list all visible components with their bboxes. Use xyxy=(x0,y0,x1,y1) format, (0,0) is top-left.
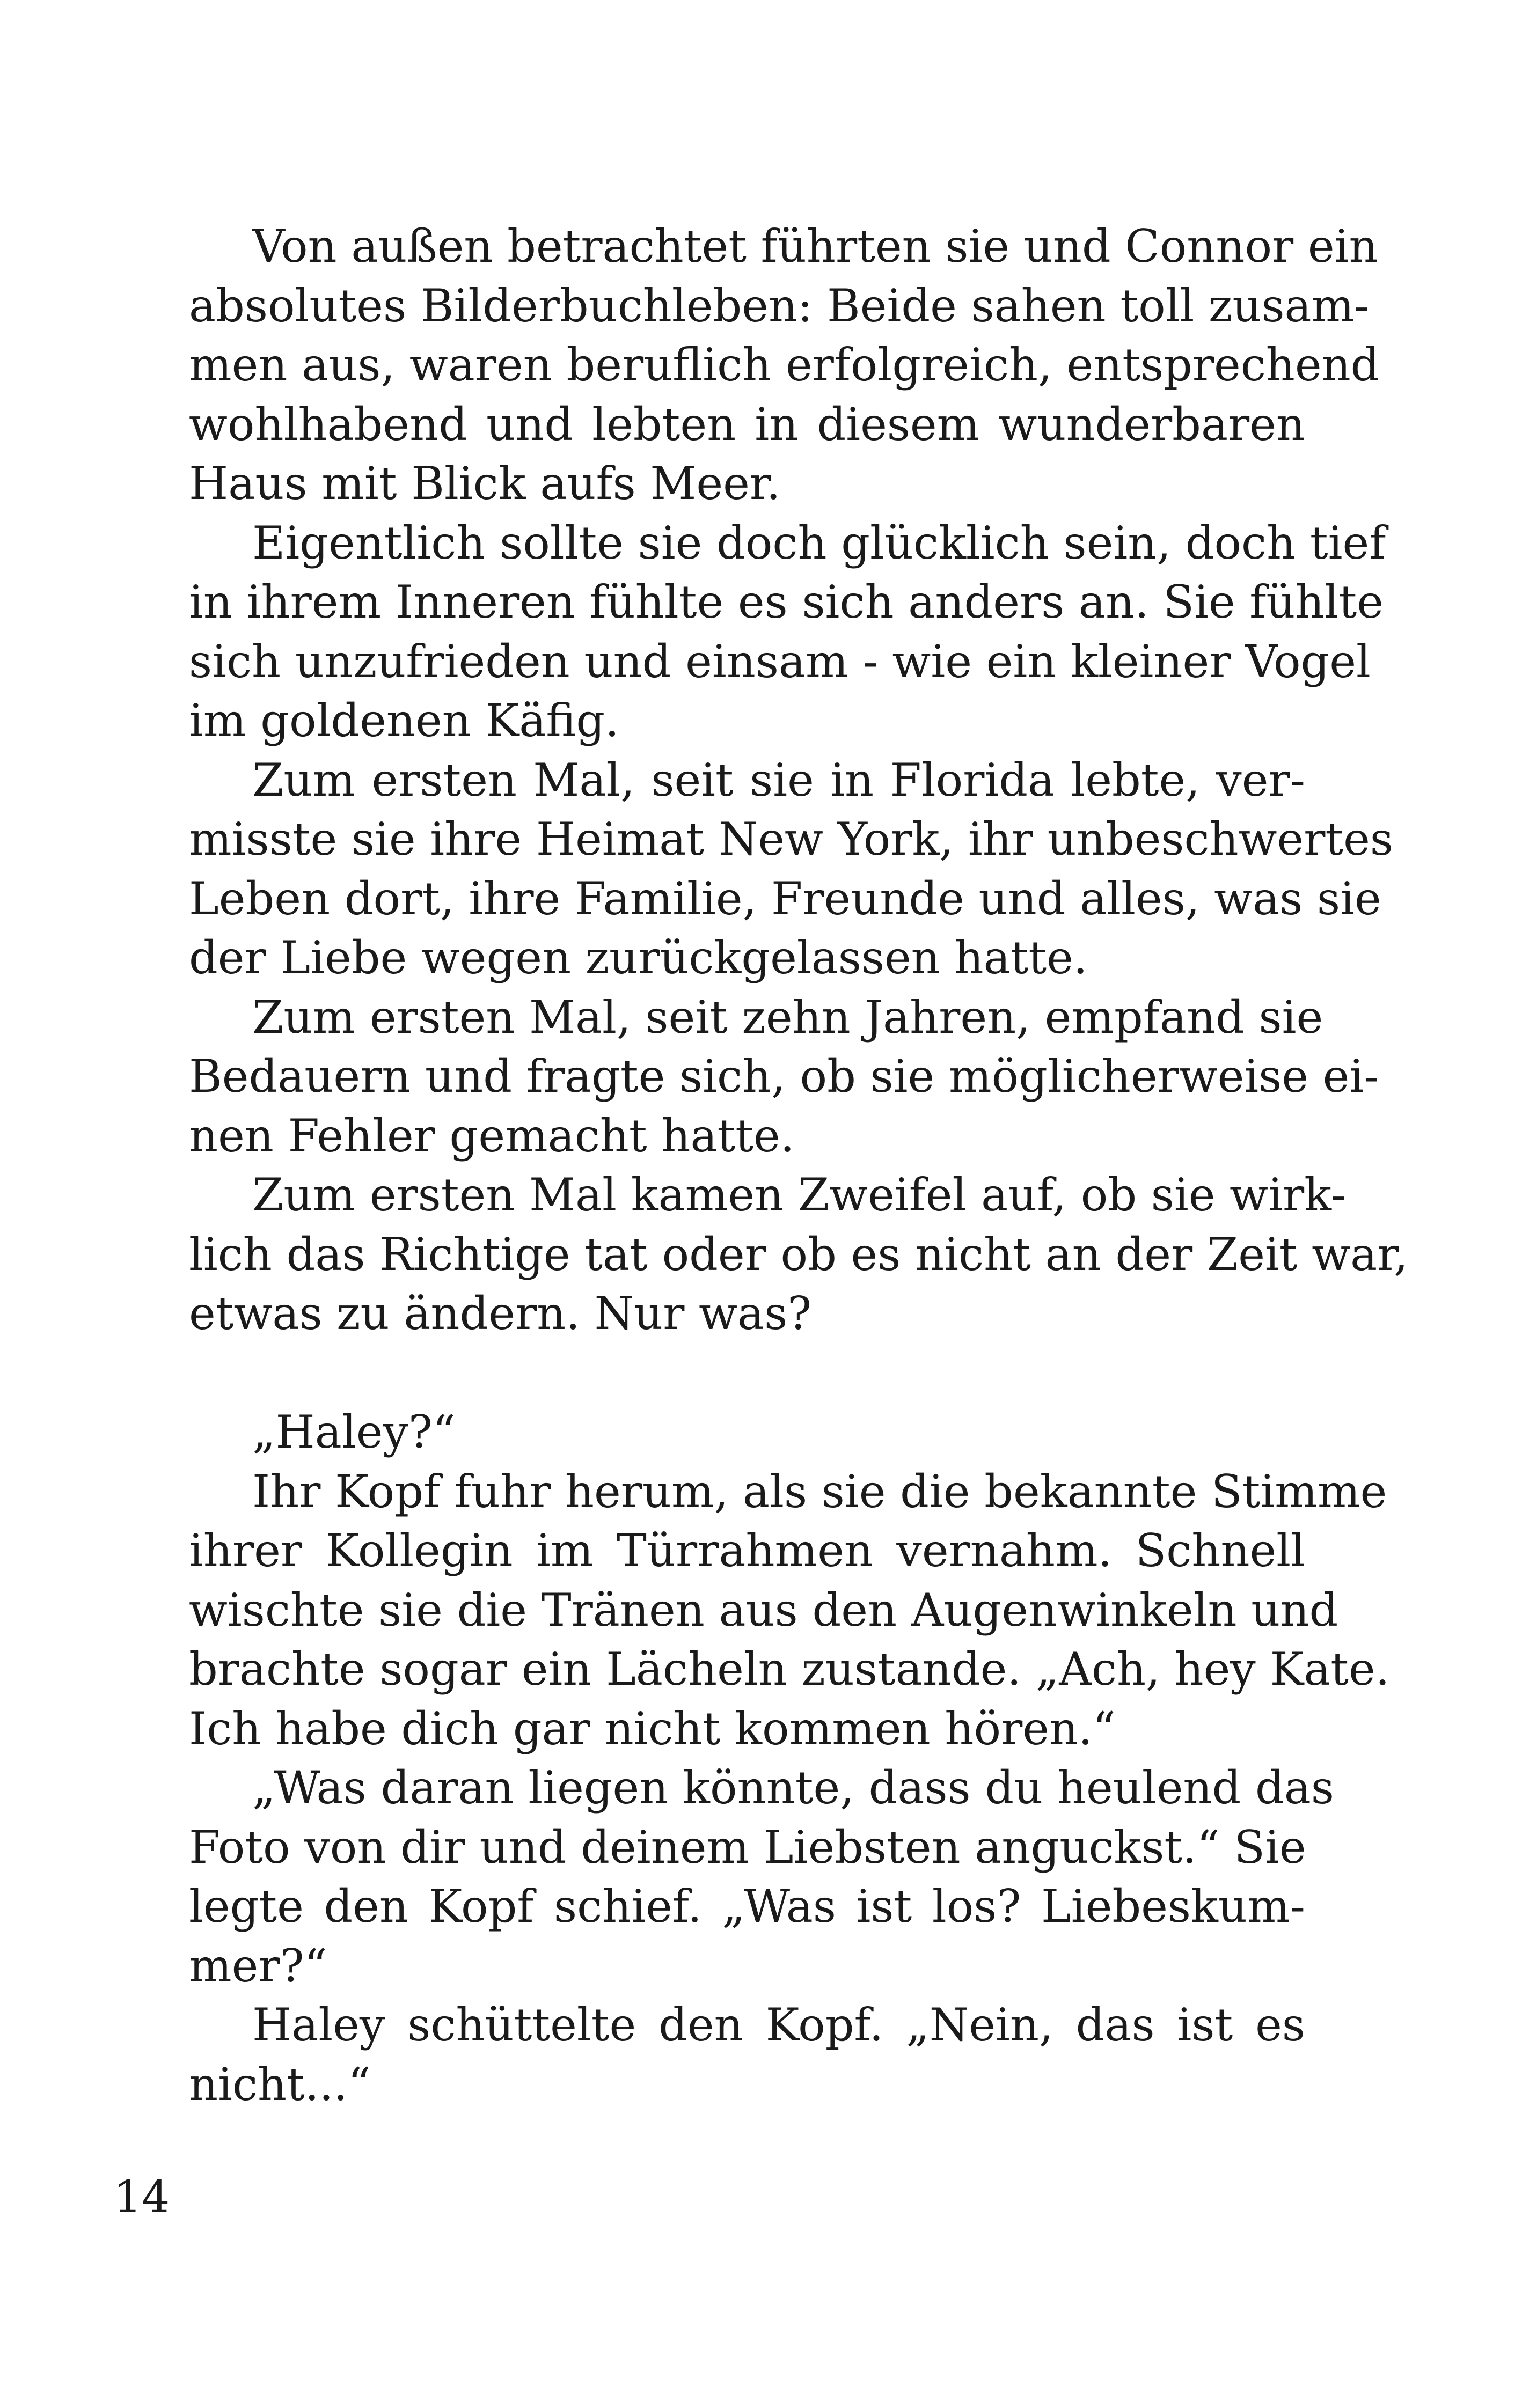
text-line: Ihr Kopf fuhr herum, als sie die bekannte Stimme xyxy=(252,1465,1387,1518)
text-line: Von außen betrachtet führten sie und Connor ein xyxy=(252,220,1378,273)
text-line: „Haley?“ xyxy=(252,1406,456,1458)
text-line: lich das Richtige tat oder ob es nicht an der Zeit war, xyxy=(189,1228,1408,1281)
text-line: wohlhabend und lebten in diesem wunderbaren xyxy=(189,398,1305,451)
text-line: etwas zu ändern. Nur was? xyxy=(189,1287,812,1340)
text-line: misste sie ihre Heimat New York, ihr unbeschwertes xyxy=(189,813,1393,865)
text-line: legte den Kopf schief. „Was ist los? Liebeskum- xyxy=(189,1880,1305,1933)
text-line: brachte sogar ein Lächeln zustande. „Ach, hey Kate. xyxy=(189,1643,1390,1695)
text-line: ihrer Kollegin im Türrahmen vernahm. Schnell xyxy=(189,1524,1305,1577)
text-line: Foto von dir und deinem Liebsten anguckst.“ Sie xyxy=(189,1820,1306,1874)
text-line: mer?“ xyxy=(189,1939,327,1992)
text-line: Haus mit Blick aufs Meer. xyxy=(189,457,781,510)
body-text xyxy=(189,217,1408,2114)
text-line: absolutes Bilderbuchleben: Beide sahen toll zusam- xyxy=(189,279,1370,332)
text-line: Zum ersten Mal kamen Zweifel auf, ob sie wirk- xyxy=(252,1169,1346,1221)
text-line: „Was daran liegen könnte, dass du heulend das xyxy=(252,1761,1334,1814)
text-line: men aus, waren beruflich erfolgreich, entsprechend xyxy=(189,339,1380,391)
scene-break xyxy=(189,1344,1305,1403)
text-line: Leben dort, ihre Familie, Freunde und alles, was sie xyxy=(189,872,1381,925)
text-line: nicht...“ xyxy=(189,2058,371,2111)
text-line: Eigentlich sollte sie doch glücklich sein, doch tief xyxy=(252,516,1386,569)
text-line: Zum ersten Mal, seit sie in Florida lebte, ver- xyxy=(252,753,1305,806)
text-line: Ich habe dich gar nicht kommen hören.“ xyxy=(189,1702,1116,1755)
text-line: nen Fehler gemacht hatte. xyxy=(189,1109,795,1162)
text-line: Zum ersten Mal, seit zehn Jahren, empfand sie xyxy=(252,990,1323,1044)
text-line: sich unzufrieden und einsam - wie ein kleiner Vogel xyxy=(189,635,1371,688)
text-line: in ihrem Inneren fühlte es sich anders an. Sie fühlte xyxy=(189,576,1384,628)
text-line: wischte sie die Tränen aus den Augenwinkeln und xyxy=(189,1583,1338,1636)
text-line: der Liebe wegen zurückgelassen hatte. xyxy=(189,931,1088,984)
text-line: Bedauern und fragte sich, ob sie möglicherweise ei- xyxy=(189,1050,1379,1103)
text-line: Haley schüttelte den Kopf. „Nein, das ist es xyxy=(252,1999,1305,2051)
text-line: im goldenen Käfig. xyxy=(189,694,619,747)
page-number: 14 xyxy=(114,2172,170,2223)
